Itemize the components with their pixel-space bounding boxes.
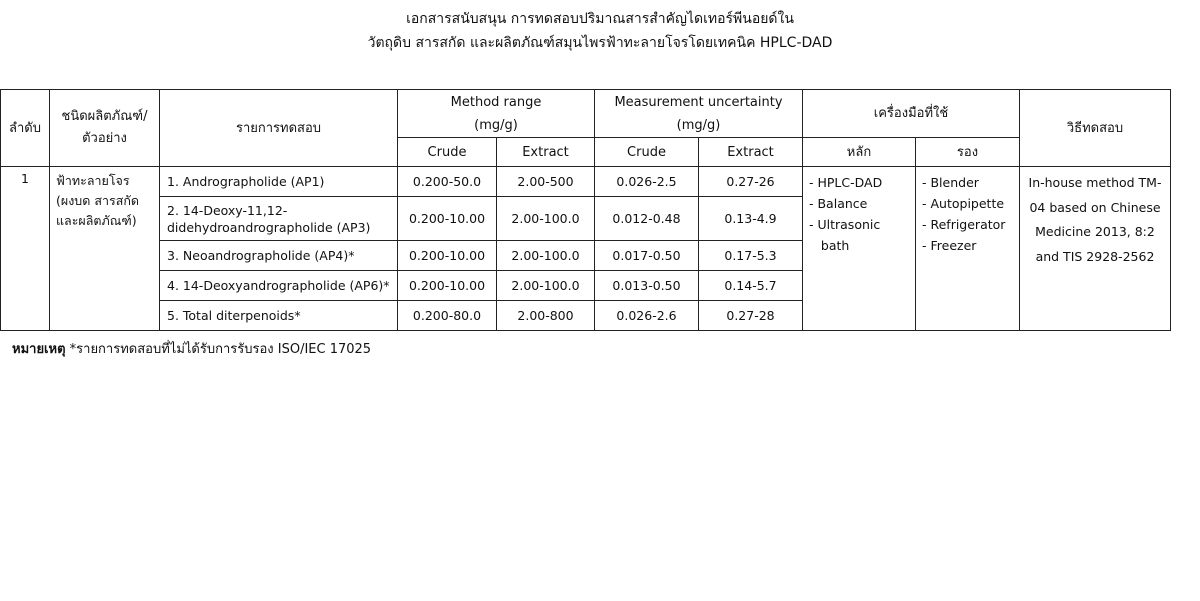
- test-name: 1. Andrographolide (AP1): [160, 167, 398, 197]
- instrument-item: - Ultrasonic: [809, 217, 881, 232]
- mu-extract: 0.27-28: [699, 301, 803, 331]
- instrument-item: - Freezer: [922, 238, 977, 253]
- header-instruments-main: หลัก: [803, 138, 916, 167]
- mr-crude: 0.200-80.0: [398, 301, 497, 331]
- mu-extract: 0.17-5.3: [699, 241, 803, 271]
- mr-extract: 2.00-800: [497, 301, 595, 331]
- main-instruments: [803, 167, 916, 331]
- mu-crude: 0.026-2.5: [595, 167, 699, 197]
- footnote-label: หมายเหตุ: [12, 342, 66, 357]
- mr-crude: 0.200-10.00: [398, 241, 497, 271]
- instrument-item: - HPLC-DAD: [809, 175, 883, 190]
- document-title-line-1: เอกสารสนับสนุน การทดสอบปริมาณสารสำคัญไดเทอร์พีนอยด์ใน: [406, 11, 794, 27]
- footnote: [12, 338, 371, 359]
- scope-table: [0, 89, 1171, 331]
- mr-extract: 2.00-100.0: [497, 271, 595, 301]
- instrument-item: bath: [809, 238, 850, 253]
- mu-crude: 0.012-0.48: [595, 197, 699, 241]
- mu-crude: 0.017-0.50: [595, 241, 699, 271]
- header-method-range: Method range (mg/g): [398, 90, 595, 138]
- test-name: 5. Total diterpenoids*: [160, 301, 398, 331]
- test-name: 4. 14-Deoxyandrographolide (AP6)*: [160, 271, 398, 301]
- document-title-line-2: วัตถุดิบ สารสกัด และผลิตภัณฑ์สมุนไพรฟ้าทะลายโจรโดยเทคนิค HPLC-DAD: [367, 35, 833, 51]
- mr-crude: 0.200-10.00: [398, 271, 497, 301]
- row-number: 1: [1, 167, 50, 331]
- test-name: 3. Neoandrographolide (AP4)*: [160, 241, 398, 271]
- table-row: [1, 167, 1171, 197]
- instrument-item: - Blender: [922, 175, 979, 190]
- mr-extract: 2.00-100.0: [497, 241, 595, 271]
- instrument-item: - Autopipette: [922, 196, 1005, 211]
- header-no: ลำดับ: [1, 90, 50, 167]
- product-name: ฟ้าทะลายโจร (ผงบด สารสกัด และผลิตภัณฑ์): [50, 167, 160, 331]
- header-test: รายการทดสอบ: [160, 90, 398, 167]
- header-instruments: เครื่องมือที่ใช้: [803, 90, 1020, 138]
- header-mr-crude: Crude: [398, 138, 497, 167]
- header-measurement-uncertainty: Measurement uncertainty (mg/g): [595, 90, 803, 138]
- instrument-item: - Balance: [809, 196, 868, 211]
- header-mu-crude: Crude: [595, 138, 699, 167]
- mu-extract: 0.14-5.7: [699, 271, 803, 301]
- footnote-text: *รายการทดสอบที่ไม่ได้รับการรับรอง ISO/IEC 17025: [69, 342, 372, 357]
- header-instruments-secondary: รอง: [916, 138, 1020, 167]
- mu-crude: 0.013-0.50: [595, 271, 699, 301]
- mu-crude: 0.026-2.6: [595, 301, 699, 331]
- mu-extract: 0.13-4.9: [699, 197, 803, 241]
- mr-crude: 0.200-10.00: [398, 197, 497, 241]
- header-mr-extract: Extract: [497, 138, 595, 167]
- secondary-instruments: [916, 167, 1020, 331]
- header-mu-extract: Extract: [699, 138, 803, 167]
- mr-extract: 2.00-100.0: [497, 197, 595, 241]
- header-method: วิธีทดสอบ: [1020, 90, 1171, 167]
- header-product: ชนิดผลิตภัณฑ์/ตัวอย่าง: [50, 90, 160, 167]
- test-method: In-house method TM-04 based on Chinese Medicine 2013, 8:2 and TIS 2928-2562: [1020, 167, 1171, 331]
- instrument-item: - Refrigerator: [922, 217, 1006, 232]
- mr-crude: 0.200-50.0: [398, 167, 497, 197]
- mr-extract: 2.00-500: [497, 167, 595, 197]
- test-name: 2. 14-Deoxy-11,12-didehydroandrographolide (AP3): [160, 197, 398, 241]
- mu-extract: 0.27-26: [699, 167, 803, 197]
